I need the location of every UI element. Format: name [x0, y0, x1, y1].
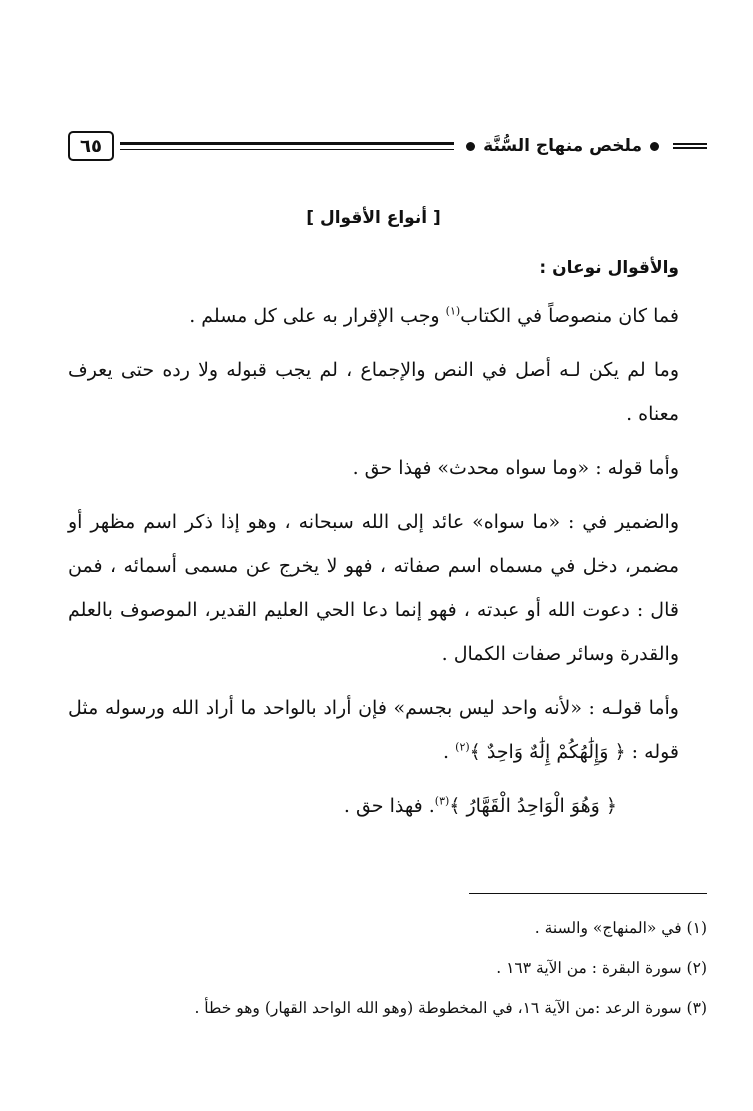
footnote-3: (٣) سورة الرعد :من الآية ١٦، في المخطوطة (وهو الله الواحد القهار) وهو خطأ .: [194, 999, 707, 1017]
paragraph-5: [68, 686, 679, 774]
subheading: والأقوال نوعان :: [539, 258, 679, 278]
paragraph-4: والضمير في : «ما سواه» عائد إلى الله سبحانه ، وهو إذا ذكر اسم مظهر أو مضمر، دخل في مسماه اسم صفاته ، فهو لا يخرج عن مسمى أسمائه ، فمن قال : دعوت الله أو عبدته ، فهو إنما دعا الحي العليم القدير، الموصوف بالعلم والقدرة وسائر صفات الكمال .: [68, 511, 679, 665]
footnote-ref-1[interactable]: (١): [445, 304, 461, 318]
footnote-2: (٢) سورة البقرة : من الآية ١٦٣ .: [496, 959, 707, 977]
verse-text: ﴿ وَهُوَ الْوَاحِدُ الْقَهَّارُ ﴾: [449, 795, 617, 817]
footnote-ref-2[interactable]: (٢): [455, 740, 470, 754]
paragraph-2: وما لم يكن لـه أصل في النص والإجماع ، لم يجب قبوله ولا رده حتى يعرف معناه .: [68, 359, 679, 425]
paragraph-3: وأما قوله : «وما سواه محدث» فهذا حق .: [352, 457, 679, 479]
paragraph-5-after: .: [443, 741, 456, 763]
bullet-icon: [466, 142, 475, 151]
footnote-1: (١) في «المنهاج» والسنة .: [534, 919, 707, 937]
page-number: ٦٥: [68, 131, 114, 161]
main-text: [68, 196, 679, 838]
paragraph-1-text: فما كان منصوصاً في الكتاب: [460, 305, 679, 327]
footnotes: [60, 908, 707, 1028]
bullet-icon: [650, 142, 659, 151]
header-double-dash: [673, 143, 707, 149]
header-rule: [120, 142, 454, 150]
quran-verse: [68, 784, 679, 828]
footnote-ref-3[interactable]: (٣): [434, 794, 450, 808]
running-header: [68, 130, 707, 162]
paragraph-1: [68, 294, 679, 338]
footnote-separator: [469, 893, 707, 894]
running-title: ملخص منهاج السُّنَّة: [483, 136, 642, 156]
paragraph-1-text-after: وجب الإقرار به على كل مسلم .: [189, 305, 446, 327]
section-heading: [ أنواع الأقوال ]: [306, 208, 441, 228]
verse-text-after: . فهذا حق .: [343, 795, 435, 817]
paragraph-5-text: وأما قولـه : «لأنه واحد ليس بجسم» فإن أراد بالواحد ما أراد الله ورسوله مثل قوله : ﴿ وَإِلَٰهُكُمْ إِلَٰهٌ وَاحِدٌ ﴾: [68, 697, 679, 763]
